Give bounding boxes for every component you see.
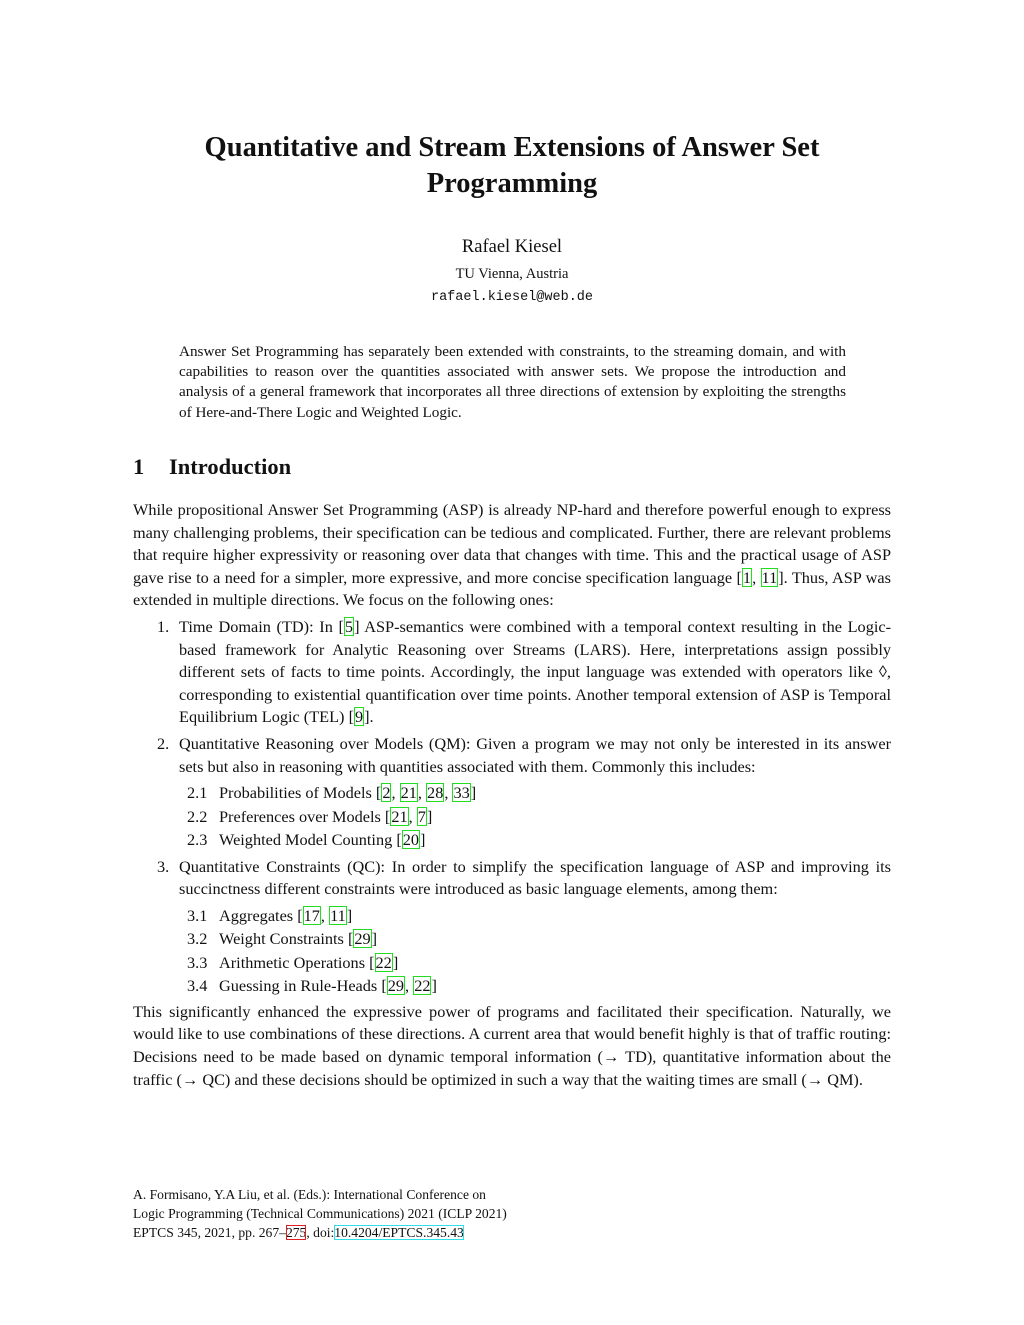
author-email[interactable]: rafael.kiesel@web.de xyxy=(430,290,594,305)
citation-link[interactable]: 21 xyxy=(391,806,408,826)
sub-list xyxy=(133,781,891,852)
sub-item-number: 2.1 xyxy=(187,783,208,803)
list-item-text: Quantitative Constraints (QC): In order to simplify the specification language of ASP and improving its succinctness different constraints were introduced as basic language elements, among them: xyxy=(179,856,891,899)
sub-list-item xyxy=(133,805,891,829)
citation-link[interactable]: 29 xyxy=(354,929,371,949)
sub-item-text: Probabilities of Models [2, 21, 28, 33] xyxy=(219,783,477,803)
doi-link[interactable]: 10.4204/EPTCS.345.43 xyxy=(334,1225,464,1240)
closing-paragraph: This significantly enhanced the expressive power of programs and facilitated their specification. Naturally, we would like to use combinations of these directions. A current area that would benefit highly is that of traffic routing: Decisions need to be made based on dynamic temporal information (→ TD), quantitative information about the traffic (→ QC) and these decisions should be optimized in such a way that the waiting times are small (→ QM). xyxy=(133,1001,891,1089)
citation-link[interactable]: 33 xyxy=(453,783,470,803)
affiliation: TU Vienna, Austria xyxy=(455,266,569,282)
sub-item-text: Weighted Model Counting [20] xyxy=(219,830,426,850)
citation-link[interactable]: 22 xyxy=(375,952,392,972)
citation-link[interactable]: 9 xyxy=(354,707,364,727)
intro-paragraph: While propositional Answer Set Programming (ASP) is already NP-hard and therefore powerful enough to express many challenging problems, their specification can be tedious and complicated. Further, there are relevant problems that require higher expressivity or reasoning over data that changes with time. This and the practical usage of ASP gave rise to a need for a simpler, more expressive, and more concise specification language [1, 11]. Thus, ASP was extended in multiple directions. We focus on the following ones: xyxy=(133,500,891,610)
list-item-number: 2. xyxy=(157,733,170,753)
citation-link[interactable]: 7 xyxy=(417,806,426,826)
abstract: Answer Set Programming has separately been extended with constraints, to the streaming domain, and with capabilities to reason over the quantities associated with answer sets. We propose the introduction and analysis of a general framework that incorporates all three directions of extension by exploiting the strengths of Here-and-There Logic and Weighted Logic. xyxy=(179,343,846,421)
sub-item-text: Preferences over Models [21, 7] xyxy=(219,806,433,826)
footer-note: A. Formisano, Y.A Liu, et al. (Eds.): International Conference on Logic Programming (Technical Communications) 2021 (ICLP 2021) EPTCS 345, 2021, pp. 267–275, doi:10.4204/EPTCS.345.43 xyxy=(133,1187,507,1240)
section-heading: 1 Introduction xyxy=(133,454,292,479)
sub-list xyxy=(133,904,891,998)
sub-item-number: 2.3 xyxy=(187,830,208,850)
list-item xyxy=(133,616,891,729)
citation-link[interactable]: 28 xyxy=(427,783,444,803)
sub-item-number: 3.1 xyxy=(187,905,208,925)
citation-link[interactable]: 1 xyxy=(742,567,752,587)
sub-item-number: 2.2 xyxy=(187,806,208,826)
citation-link[interactable]: 17 xyxy=(303,905,320,925)
list-item-number: 3. xyxy=(157,856,170,876)
sub-item-text: Arithmetic Operations [22] xyxy=(219,952,399,972)
citation-link[interactable]: 21 xyxy=(400,783,417,803)
paper-title: Quantitative and Stream Extensions of Answer Set Programming xyxy=(204,132,820,199)
citation-link[interactable]: 2 xyxy=(382,783,391,803)
last-page-link[interactable]: 275 xyxy=(285,1225,307,1240)
author-name: Rafael Kiesel xyxy=(461,237,563,257)
citation-link[interactable]: 11 xyxy=(330,905,346,925)
sub-list-item xyxy=(133,904,891,928)
citation-link[interactable]: 5 xyxy=(344,616,354,636)
list-item xyxy=(133,733,891,778)
sub-item-text: Weight Constraints [29] xyxy=(219,929,378,949)
citation-link[interactable]: 11 xyxy=(761,567,778,587)
list-item xyxy=(133,856,891,901)
list-item-text: Time Domain (TD): In [5] ASP-semantics were combined with a temporal context resulting in the Logic-based framework for Analytic Reasoning over Streams (LARS). Here, interpretations assign possibly different sets of facts to time points. Accordingly, the input language was extended with operators like ◊, corresponding to existential quantification over time points. Another temporal extension of ASP is Temporal Equilibrium Logic (TEL) [9]. xyxy=(179,616,892,727)
extension-list xyxy=(133,616,891,998)
sub-list-item xyxy=(133,828,891,852)
body-text xyxy=(133,499,891,1091)
sub-list-item xyxy=(133,951,891,975)
sub-list-item xyxy=(133,927,891,951)
sub-list-item xyxy=(133,974,891,998)
sub-item-text: Aggregates [17, 11] xyxy=(219,905,353,925)
citation-link[interactable]: 29 xyxy=(387,976,405,996)
citation-link[interactable]: 20 xyxy=(402,830,420,850)
sub-item-text: Guessing in Rule-Heads [29, 22] xyxy=(219,976,437,996)
sub-item-number: 3.2 xyxy=(187,929,208,949)
list-item-text: Quantitative Reasoning over Models (QM): Given a program we may not only be interested in its answer sets but also in reasoning with quantities associated with them. Commonly this includes: xyxy=(179,733,891,776)
sub-item-number: 3.4 xyxy=(187,976,208,996)
list-item-number: 1. xyxy=(157,616,170,636)
sub-item-number: 3.3 xyxy=(187,952,208,972)
sub-list-item xyxy=(133,781,891,805)
citation-link[interactable]: 22 xyxy=(414,976,431,996)
